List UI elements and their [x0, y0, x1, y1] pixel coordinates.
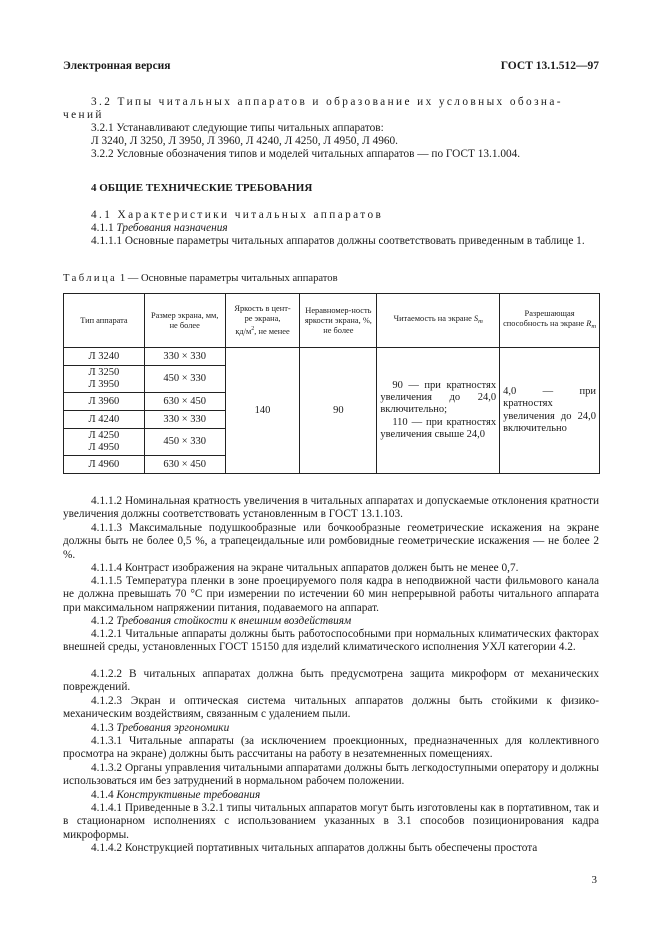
readability-value-2: 110 — при кратностях увеличения свыше 24,0 — [380, 416, 497, 440]
section-4-title: 4 ОБЩИЕ ТЕХНИЧЕСКИЕ ТРЕБОВАНИЯ — [91, 182, 313, 194]
table-caption-prefix: Таблица — [63, 273, 118, 284]
header-brightness-line1: Яркость в цент- — [234, 304, 291, 314]
header-readability-sub: m — [478, 318, 483, 326]
header-screen-size: Размер экрана, мм, не более — [144, 294, 225, 348]
section-4-1-title: 4.1 Характеристики читальных аппаратов — [91, 209, 384, 221]
paragraph-4-1-1-2: 4.1.1.2 Номинальная кратность увеличения в читальных аппаратах и допускаемые отклонения кратности увеличения должны соответствовать установленным в ГОСТ 13.1.103. — [63, 495, 599, 521]
header-resolution-symbol: R — [586, 318, 592, 328]
section-4-1-4-title — [63, 789, 599, 802]
cell-type: Л 3960 — [64, 393, 145, 411]
section-4-1-3-title — [63, 722, 599, 735]
header-resolution-text: Разрешающая способность на экране — [503, 308, 585, 328]
header-brightness-line2: ре экрана, — [244, 314, 281, 324]
cell-brightness: 140 — [225, 348, 300, 474]
cell-readability — [377, 348, 500, 474]
cell-type: Л 3250 Л 3950 — [64, 366, 145, 393]
table-row — [64, 348, 600, 366]
paragraph-4-1-4-1: 4.1.4.1 Приведенные в 3.2.1 типы читальных аппаратов могут быть изготовлены как в портативном, так и в стационарном исполнениях с использованием указанных в 3.1 способов позиционирования кадра микроформы. — [63, 802, 599, 841]
paragraph-3-2-1: 3.2.1 Устанавливают следующие типы читальных аппаратов: — [91, 122, 384, 134]
section-3-2-title-line2: чений — [63, 109, 104, 121]
cell-size: 450 × 330 — [144, 366, 225, 393]
readability-value-1: 90 — при кратностях увеличения до 24,0 включительно; — [380, 379, 497, 416]
header-brightness — [225, 294, 300, 348]
cell-type: Л 4250 Л 4950 — [64, 429, 145, 456]
cell-type: Л 3240 — [64, 348, 145, 366]
section-4-1-4-number: 4.1.4 — [91, 789, 114, 801]
header-type: Тип аппарата — [64, 294, 145, 348]
cell-size: 330 × 330 — [144, 348, 225, 366]
section-4-1-2-title — [63, 615, 599, 628]
section-4-1-1-title — [63, 222, 599, 235]
paragraph-4-1-2-2: 4.1.2.2 В читальных аппаратах должна быть предусмотрена защита микроформ от механических повреждений. — [63, 668, 599, 694]
section-4-1-1-name: Требования назначения — [116, 222, 228, 234]
header-right: ГОСТ 13.1.512—97 — [500, 60, 599, 72]
types-list: Л 3240, Л 3250, Л 3950, Л 3960, Л 4240, Л 4250, Л 4950, Л 4960. — [91, 135, 399, 147]
parameters-table — [63, 293, 600, 474]
section-4-1-4-name: Конструктивные требования — [116, 789, 261, 801]
header-left: Электронная версия — [63, 60, 171, 72]
section-4-1-1-number: 4.1.1 — [91, 222, 114, 234]
cell-size: 630 × 450 — [144, 393, 225, 411]
paragraph-4-1-1-1: 4.1.1.1 Основные параметры читальных аппаратов должны соответствовать приведенным в таблице 1. — [91, 235, 585, 247]
table-caption — [63, 272, 599, 285]
section-4-1-2-name: Требования стойкости к внешним воздействиям — [116, 615, 352, 627]
section-4-1-3-number: 4.1.3 — [91, 722, 114, 734]
section-3-2-title-line1: 3.2 Типы читальных аппаратов и образование их условных обозна- — [91, 96, 563, 108]
cell-nonuniformity: 90 — [300, 348, 377, 474]
paragraph-4-1-1-5: 4.1.1.5 Температура пленки в зоне проецируемого поля кадра в неподвижной части фильмового канала не должна превышать 70 °С при измерении по истечении 60 мин непрерывной работы читального аппарата при максимальном напряжении питания, подаваемого на аппарат. — [63, 575, 599, 614]
table-caption-text: 1 — Основные параметры читальных аппаратов — [119, 273, 338, 284]
header-readability-text: Читаемость на экране — [393, 313, 472, 323]
cell-size: 450 × 330 — [144, 429, 225, 456]
paragraph-4-1-4-2: 4.1.4.2 Конструкцией портативных читальных аппаратов должны быть обеспечены простота — [91, 842, 538, 854]
header-brightness-unit: кд/м — [235, 326, 252, 336]
section-4-1-2-number: 4.1.2 — [91, 615, 114, 627]
section-4-1-3-name: Требования эргономики — [116, 722, 230, 734]
header-brightness-sup: 2 — [251, 326, 255, 333]
header-readability-symbol: S — [473, 313, 479, 323]
paragraph-4-1-3-2: 4.1.3.2 Органы управления читальными аппаратами должны быть легкодоступными оператору и должны использоваться им без затруднений в нормальном рабочем положении. — [63, 762, 599, 788]
header-resolution-sub: m — [591, 323, 597, 331]
page-number: 3 — [591, 874, 597, 886]
paragraph-3-2-2: 3.2.2 Условные обозначения типов и моделей читальных аппаратов — по ГОСТ 13.1.004. — [91, 148, 521, 160]
cell-size: 630 × 450 — [144, 456, 225, 474]
cell-size: 330 × 330 — [144, 411, 225, 429]
header-resolution — [500, 294, 600, 348]
paragraph-4-1-1-4: 4.1.1.4 Контраст изображения на экране читальных аппаратов должен быть не менее 0,7. — [91, 562, 519, 574]
cell-type: Л 4960 — [64, 456, 145, 474]
paragraph-4-1-2-1: 4.1.2.1 Читальные аппараты должны быть работоспособными при нормальных климатических факторах внешней среды, установленных ГОСТ 15150 для изделий климатического исполнения УХЛ категории 4.2. — [63, 628, 599, 654]
header-brightness-rest: , не менее — [254, 326, 290, 336]
paragraph-4-1-2-3: 4.1.2.3 Экран и оптическая система читальных аппаратов должны быть стойкими к физико-механическим воздействиям, связанным с удалением пыли. — [63, 695, 599, 721]
cell-type: Л 4240 — [64, 411, 145, 429]
header-readability — [377, 294, 500, 348]
paragraph-4-1-3-1: 4.1.3.1 Читальные аппараты (за исключением проекционных, предназначенных для коллективного просмотра на экране) должны быть рассчитаны на работу в незатемненных помещениях. — [63, 735, 599, 761]
paragraph-4-1-1-3: 4.1.1.3 Максимальные подушкообразные или бочкообразные геометрические искажения на экране должны быть не более 0,5 %, а трапецеидальные или ромбовидные геометрические искажения — не более 2 %. — [63, 522, 599, 561]
section-3-2-title — [63, 96, 599, 109]
table-header-row — [64, 294, 600, 348]
cell-resolution: 4,0 — при кратностях увеличения до 24,0 включительно — [500, 348, 600, 474]
header-nonuniformity: Неравномер-ность яркости экрана, %, не более — [300, 294, 377, 348]
